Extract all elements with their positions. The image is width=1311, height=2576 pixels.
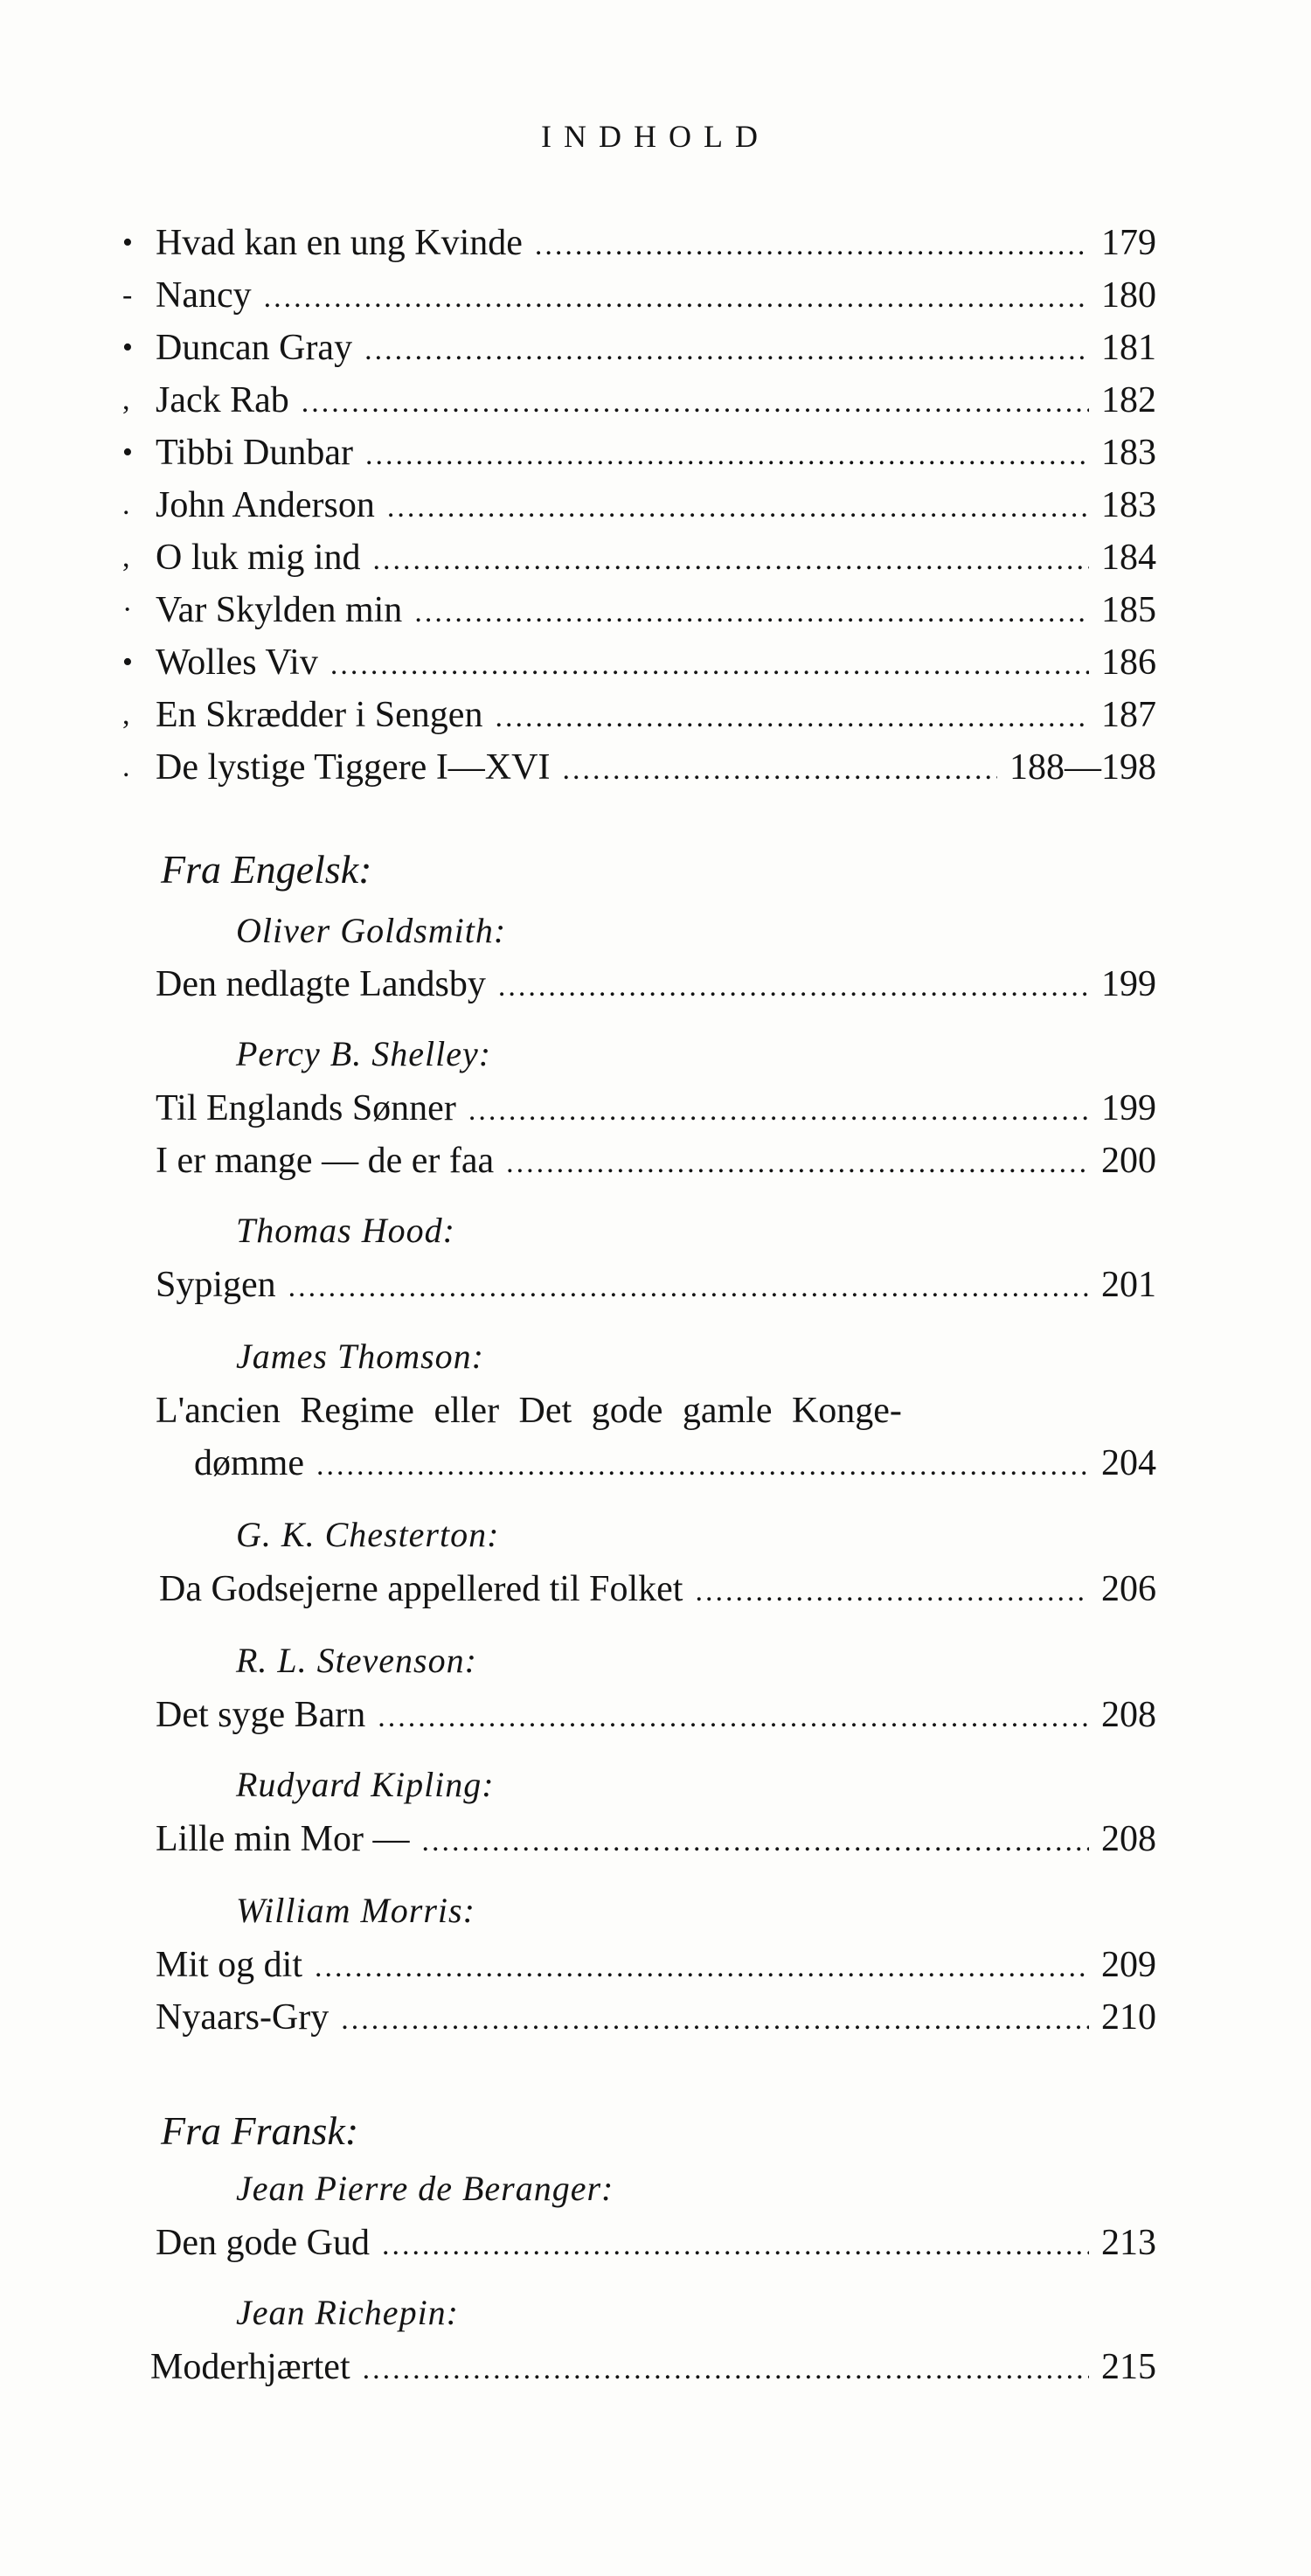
entry-title: Til Englands Sønner xyxy=(156,1088,456,1128)
section-heading-english: Fra Engelsk: xyxy=(161,847,372,892)
entry-title: En Skrædder i Sengen xyxy=(156,695,483,735)
entry-title: De lystige Tiggere I—XVI xyxy=(156,747,551,788)
author-goldsmith: Oliver Goldsmith: xyxy=(236,911,507,950)
entry-page: 210 xyxy=(1101,1997,1156,2038)
dot-leader xyxy=(382,2219,1089,2272)
dot-leader xyxy=(288,1261,1089,1314)
entry-page: 206 xyxy=(1101,1569,1156,1609)
author-stevenson: R. L. Stevenson: xyxy=(236,1641,477,1680)
dot-leader xyxy=(695,1566,1089,1618)
entry-page: 215 xyxy=(1101,2347,1156,2387)
bullet-mark: . xyxy=(122,489,130,521)
entry-title: Duncan Gray xyxy=(156,328,353,368)
entry-page: 185 xyxy=(1101,590,1156,630)
entry-page: 204 xyxy=(1101,1443,1156,1483)
entry-page: 183 xyxy=(1101,433,1156,473)
entry-page: 188—198 xyxy=(1009,747,1156,788)
bullet-mark: • xyxy=(122,226,133,259)
entry-title-first-line[interactable]: L'ancien Regime eller Det gode gamle Konge- xyxy=(156,1391,902,1431)
toc-entry[interactable] xyxy=(156,1082,1156,1135)
dot-leader xyxy=(341,1994,1089,2046)
entry-title: Da Godsejerne appellered til Folket xyxy=(159,1569,683,1609)
toc-entry[interactable] xyxy=(156,374,1156,427)
page-title: INDHOLD xyxy=(541,119,770,154)
toc-entry[interactable] xyxy=(156,2217,1156,2269)
toc-entry[interactable] xyxy=(159,1563,1156,1615)
entry-title: O luk mig ind xyxy=(156,538,361,578)
entry-title: Nancy xyxy=(156,275,252,316)
entry-title: dømme xyxy=(194,1443,304,1483)
toc-entry[interactable] xyxy=(156,1689,1156,1741)
bullet-mark: • xyxy=(122,331,133,364)
entry-title: Hvad kan en ung Kvinde xyxy=(156,223,523,263)
dot-leader xyxy=(414,587,1089,639)
section-heading-french: Fra Fransk: xyxy=(161,2108,359,2153)
author-shelley: Percy B. Shelley: xyxy=(236,1034,492,1073)
toc-entry[interactable] xyxy=(156,427,1156,479)
dot-leader xyxy=(468,1085,1089,1137)
bullet-mark: , xyxy=(122,384,130,416)
dot-leader xyxy=(264,272,1089,324)
entry-title: Sypigen xyxy=(156,1265,276,1305)
toc-entry[interactable] xyxy=(156,269,1156,322)
entry-page: 199 xyxy=(1101,964,1156,1004)
toc-entry[interactable] xyxy=(156,479,1156,531)
bullet-mark: • xyxy=(122,436,133,469)
dot-leader xyxy=(498,961,1089,1013)
bullet-mark: • xyxy=(122,646,133,678)
entry-page: 184 xyxy=(1101,538,1156,578)
dot-leader xyxy=(315,1941,1089,1994)
author-morris: William Morris: xyxy=(236,1891,475,1930)
toc-entry[interactable] xyxy=(156,584,1156,636)
entry-title: Wolles Viv xyxy=(156,642,318,683)
toc-entry[interactable] xyxy=(156,322,1156,374)
toc-entry[interactable] xyxy=(156,531,1156,584)
entry-title: Lille min Mor — xyxy=(156,1819,410,1859)
entry-page: 201 xyxy=(1101,1265,1156,1305)
entry-page: 208 xyxy=(1101,1819,1156,1859)
dot-leader xyxy=(535,219,1089,272)
entry-page: 182 xyxy=(1101,380,1156,420)
toc-entry[interactable] xyxy=(156,958,1156,1010)
entry-page: 213 xyxy=(1101,2223,1156,2263)
entry-title: Den gode Gud xyxy=(156,2223,370,2263)
entry-page: 187 xyxy=(1101,695,1156,735)
dot-leader xyxy=(365,429,1089,482)
bullet-mark: . xyxy=(122,751,130,783)
entry-page: 200 xyxy=(1101,1141,1156,1181)
bullet-mark: · xyxy=(122,594,133,626)
entry-page: 199 xyxy=(1101,1088,1156,1128)
dot-leader xyxy=(378,1691,1089,1744)
dot-leader xyxy=(373,534,1089,587)
toc-entry[interactable] xyxy=(156,1991,1156,2044)
toc-entry[interactable] xyxy=(156,689,1156,741)
entry-title: Var Skylden min xyxy=(156,590,403,630)
author-thomson: James Thomson: xyxy=(236,1337,484,1376)
dot-leader xyxy=(364,324,1089,377)
entry-title: Den nedlagte Landsby xyxy=(156,964,486,1004)
toc-entry[interactable] xyxy=(156,741,1156,794)
dot-leader xyxy=(562,744,997,796)
bullet-mark: , xyxy=(122,698,130,731)
entry-title: Tibbi Dunbar xyxy=(156,433,353,473)
entry-title: Jack Rab xyxy=(156,380,289,420)
toc-entry[interactable] xyxy=(194,1437,1156,1489)
entry-page: 179 xyxy=(1101,223,1156,263)
dot-leader xyxy=(506,1137,1089,1190)
author-chesterton: G. K. Chesterton: xyxy=(236,1515,500,1554)
dot-leader xyxy=(387,482,1089,534)
dot-leader xyxy=(363,2343,1089,2396)
entry-title: Moderhjærtet xyxy=(150,2347,350,2387)
entry-page: 181 xyxy=(1101,328,1156,368)
entry-title: John Anderson xyxy=(156,485,375,525)
dot-leader xyxy=(495,691,1089,744)
author-hood: Thomas Hood: xyxy=(236,1211,455,1250)
entry-title: I er mange — de er faa xyxy=(156,1141,495,1181)
toc-entry[interactable] xyxy=(156,636,1156,689)
entry-page: 209 xyxy=(1101,1945,1156,1985)
author-beranger: Jean Pierre de Beranger: xyxy=(236,2169,614,2208)
toc-entry[interactable] xyxy=(156,217,1156,269)
toc-entry[interactable] xyxy=(156,1939,1156,1991)
dot-leader xyxy=(302,377,1089,429)
bullet-mark: , xyxy=(122,541,130,573)
toc-entry[interactable] xyxy=(150,2341,1156,2393)
bullet-mark: - xyxy=(122,279,133,311)
entry-page: 180 xyxy=(1101,275,1156,316)
entry-page: 208 xyxy=(1101,1695,1156,1735)
entry-title: Mit og dit xyxy=(156,1945,303,1985)
author-kipling: Rudyard Kipling: xyxy=(236,1765,495,1804)
entry-title: Nyaars-Gry xyxy=(156,1997,329,2038)
entry-page: 183 xyxy=(1101,485,1156,525)
dot-leader xyxy=(421,1816,1089,1868)
toc-entry[interactable] xyxy=(156,1259,1156,1311)
entry-title: Det syge Barn xyxy=(156,1695,366,1735)
dot-leader xyxy=(316,1440,1089,1492)
dot-leader xyxy=(330,639,1089,691)
toc-entry[interactable] xyxy=(156,1813,1156,1865)
entry-page: 186 xyxy=(1101,642,1156,683)
author-richepin: Jean Richepin: xyxy=(236,2293,459,2332)
toc-entry[interactable] xyxy=(156,1135,1156,1187)
